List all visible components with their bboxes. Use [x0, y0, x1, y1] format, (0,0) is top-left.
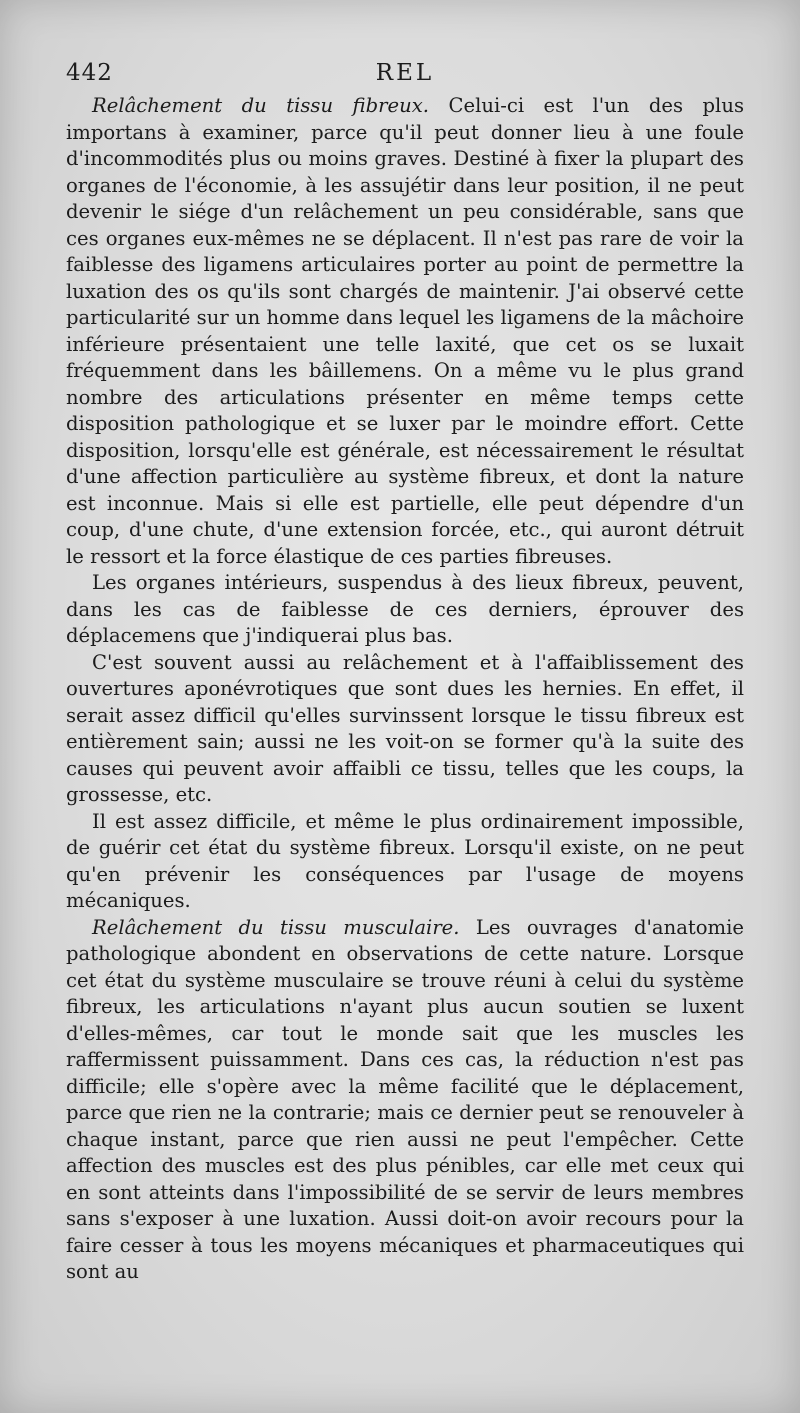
paragraph-text: Les ouvrages d'anatomie pathologique abondent en observations de cette nature. Lorsque cet état du système musculaire se trouve réuni à celui du système fibreux, les articulations n'ayant plus aucun soutien se luxent d'elles-mêmes, car tout le monde sait que les muscles les raffermissent puissamment. Dans ces cas, la réduction n'est pas difficile; elle s'opère avec la même facilité que le déplacement, parce que rien ne la contrarie; mais ce dernier peut se renouveler à chaque instant, parce que rien aussi ne peut l'empêcher. Cette affection des muscles est des plus pénibles, car elle met ceux qui en sont atteints dans l'impossibilité de se servir de leurs membres sans s'exposer à une luxation. Aussi doit-on avoir recours pour la faire cesser à tous les moyens mécaniques et pharmaceutiques qui sont au: [66, 915, 744, 1283]
paragraph: [66, 650, 744, 809]
paragraph: [66, 570, 744, 650]
paragraph: [66, 809, 744, 915]
paragraph-text: Celui-ci est l'un des plus importans à examiner, parce qu'il peut donner lieu à une foule d'incommodités plus ou moins graves. Destiné à fixer la plupart des organes de l'économie, à les assujétir dans leur position, il ne peut devenir le siége d'un relâchement un peu considérable, sans que ces organes eux-mêmes ne se déplacent. Il n'est pas rare de voir la faiblesse des ligamens articulaires porter au point de permettre la luxation des os qu'ils sont chargés de maintenir. J'ai observé cette particularité sur un homme dans lequel les ligamens de la mâchoire inférieure présentaient une telle laxité, que cet os se luxait fréquemment dans les bâillemens. On a même vu le plus grand nombre des articulations présenter en même temps cette disposition pathologique et se luxer par le moindre effort. Cette disposition, lorsqu'elle est générale, est nécessairement le résultat d'une affection particulière au système fibreux, et dont la nature est inconnue. Mais si elle est partielle, elle peut dépendre d'un coup, d'une chute, d'une extension forcée, etc., qui auront détruit le ressort et la force élastique de ces parties fibreuses.: [66, 94, 744, 568]
running-head: REL: [375, 60, 435, 86]
section-heading: Relâchement du tissu musculaire.: [92, 915, 460, 939]
body-text: [66, 93, 744, 1286]
paragraph: [66, 915, 744, 1286]
paragraph: [66, 93, 744, 570]
paragraph-text: Les organes intérieurs, suspendus à des lieux fibreux, peuvent, dans les cas de faiblesse de ces derniers, éprouver des déplacemens que j'indiquerai plus bas.: [66, 571, 744, 647]
paragraph-text: C'est souvent aussi au relâchement et à l'affaiblissement des ouvertures aponévrotiques que sont dues les hernies. En effet, il serait assez difficil qu'elles survinssent lorsque le tissu fibreux est entièrement sain; aussi ne les voit-on se former qu'à la suite des causes qui peuvent avoir affaibli ce tissu, telles que les coups, la grossesse, etc.: [66, 650, 744, 806]
page-header: [66, 60, 744, 92]
paragraph-text: Il est assez difficile, et même le plus ordinairement impossible, de guérir cet état du système fibreux. Lorsqu'il existe, on ne peut qu'en prévenir les conséquences par l'usage de moyens mécaniques.: [66, 809, 744, 912]
page-number: 442: [66, 60, 113, 86]
section-heading: Relâchement du tissu fibreux.: [92, 94, 430, 117]
